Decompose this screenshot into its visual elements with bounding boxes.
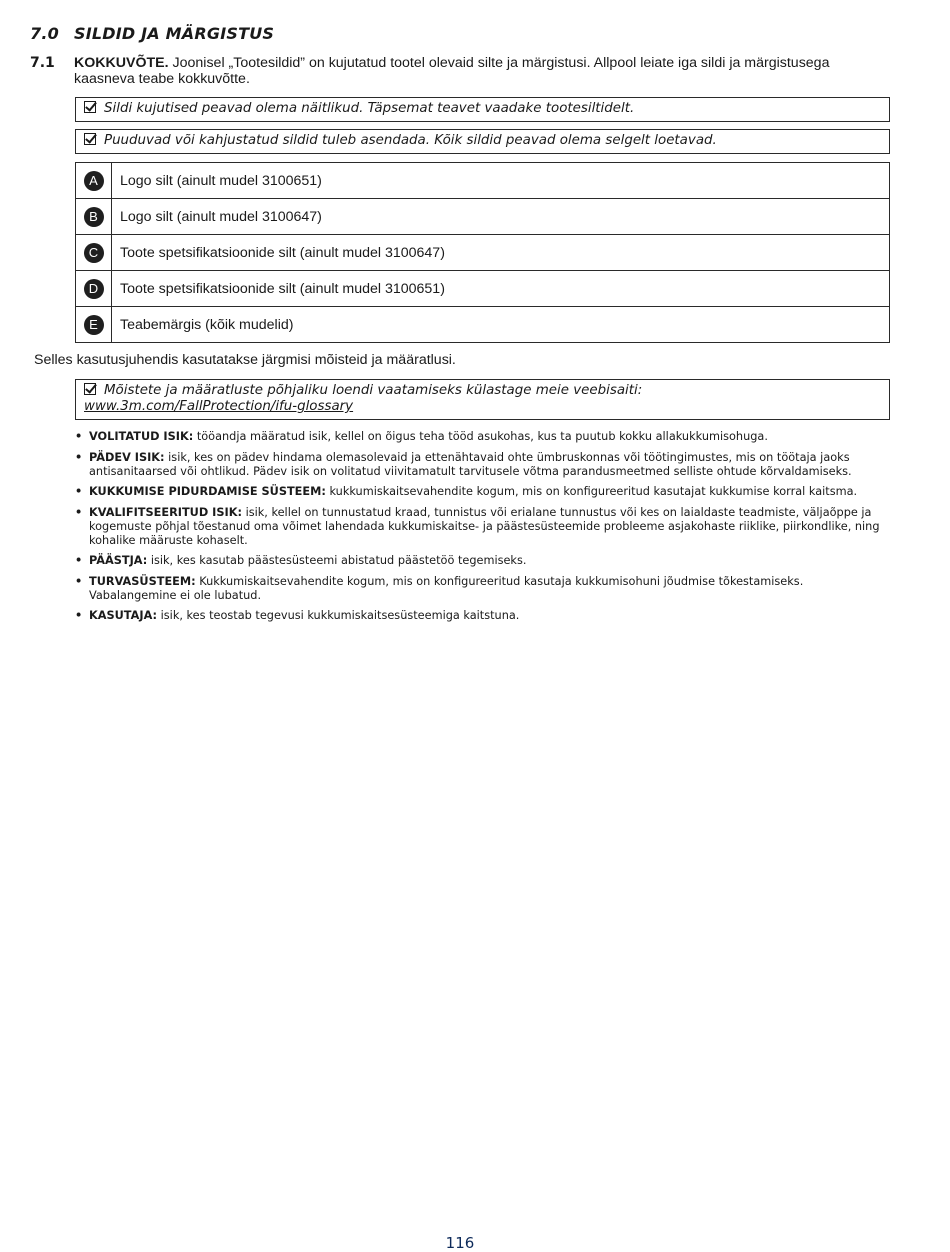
label-letter-cell bbox=[76, 271, 112, 307]
table-row bbox=[76, 307, 890, 343]
label-letter-badge: B bbox=[84, 207, 104, 227]
label-letter-badge: E bbox=[84, 315, 104, 335]
subsection-number: 7.1 bbox=[30, 55, 55, 71]
glossary-link[interactable]: www.3m.com/FallProtection/ifu-glossary bbox=[84, 399, 354, 414]
labels-table bbox=[75, 162, 890, 343]
label-letter-cell bbox=[76, 199, 112, 235]
list-item bbox=[75, 451, 890, 479]
table-row bbox=[76, 271, 890, 307]
checkbox-icon bbox=[84, 133, 96, 145]
list-item bbox=[75, 554, 890, 568]
definition-text: isik, kes kasutab päästesüsteemi abistatud päästetöö tegemiseks. bbox=[150, 554, 527, 567]
definition-term: TURVASÜSTEEM: bbox=[89, 574, 196, 588]
label-description: Teabemärgis (kõik mudelid) bbox=[112, 307, 890, 343]
label-letter-cell bbox=[76, 307, 112, 343]
note-box-illustrative bbox=[75, 97, 890, 122]
note-box-glossary bbox=[75, 379, 890, 420]
definition-text: kukkumiskaitsevahendite kogum, mis on konfigureeritud kasutajat kukkumise korral kaitsma. bbox=[329, 485, 858, 498]
definition-text: Kukkumiskaitsevahendite kogum, mis on konfigureeritud kasutaja kukkumisohuni jõudmise tõkestamiseks. Vabalangemine ei ole lubatud. bbox=[89, 574, 804, 602]
definition-term: VOLITATUD ISIK: bbox=[89, 430, 194, 443]
note-text: Sildi kujutised peavad olema näitlikud. Täpsemat teavet vaadake tootesiltidelt. bbox=[104, 101, 635, 116]
definition-text: isik, kes teostab tegevusi kukkumiskaitsesüsteemiga kaitstuna. bbox=[160, 609, 520, 622]
table-row bbox=[76, 235, 890, 271]
label-description: Logo silt (ainult mudel 3100651) bbox=[112, 163, 890, 199]
label-description: Toote spetsifikatsioonide silt (ainult mudel 3100651) bbox=[112, 271, 890, 307]
definition-text: isik, kes on pädev hindama olemasolevaid ja ettenähtavaid ohte ümbruskonnas või töötingimustes, mis on töötaja jaoks antisanitaarsed või ohtlikud. Pädev isik on volitatud viivitamatult tarvitusele võtma parandusmeetmed selliste ohtude kõrvaldamiseks. bbox=[89, 450, 852, 478]
subsection-text-block bbox=[74, 55, 890, 87]
definition-term: KASUTAJA: bbox=[89, 609, 158, 622]
list-item bbox=[75, 485, 890, 499]
list-item bbox=[75, 506, 890, 548]
list-item bbox=[75, 609, 890, 623]
definition-text: isik, kellel on tunnustatud kraad, tunnistus või erialane tunnustus või kes on laialdaste teadmiste, väljaõppe ja kogemuste põhjal tõestanud oma võimet lahendada kukkumiskaitse- ja päästesüsteemide probleeme asjakohaste riiklike, piirkondlike, ning kohalike määruste kohaselt. bbox=[89, 505, 880, 547]
definition-term: KUKKUMISE PIDURDAMISE SÜSTEEM: bbox=[89, 485, 326, 498]
definition-term: PÄDEV ISIK: bbox=[89, 450, 165, 464]
note-text: Mõistete ja määratluste põhjaliku loendi vaatamiseks külastage meie veebisaiti: bbox=[104, 383, 643, 398]
definition-term: KVALIFITSEERITUD ISIK: bbox=[89, 505, 242, 519]
note-text: Puuduvad või kahjustatud sildid tuleb asendada. Kõik sildid peavad olema selgelt loetavad. bbox=[104, 133, 717, 148]
definition-term: PÄÄSTJA: bbox=[89, 554, 148, 567]
list-item bbox=[75, 430, 890, 444]
label-letter-cell bbox=[76, 163, 112, 199]
label-letter-badge: D bbox=[84, 279, 104, 299]
definitions-list bbox=[75, 430, 890, 630]
label-letter-cell bbox=[76, 235, 112, 271]
table-row bbox=[76, 163, 890, 199]
subsection-summary bbox=[30, 55, 890, 87]
definitions-intro: Selles kasutusjuhendis kasutatakse järgmisi mõisteid ja määratlusi. bbox=[34, 352, 456, 368]
checkbox-icon bbox=[84, 101, 96, 113]
label-description: Toote spetsifikatsioonide silt (ainult mudel 3100647) bbox=[112, 235, 890, 271]
checkbox-icon bbox=[84, 383, 96, 395]
label-description: Logo silt (ainult mudel 3100647) bbox=[112, 199, 890, 235]
list-item bbox=[75, 575, 890, 603]
label-letter-badge: C bbox=[84, 243, 104, 263]
section-title: SILDID JA MÄRGISTUS bbox=[74, 24, 275, 43]
table-row bbox=[76, 199, 890, 235]
subsection-lead: KOKKUVÕTE. bbox=[74, 55, 169, 71]
label-letter-badge: A bbox=[84, 171, 104, 191]
subsection-body: Joonisel „Tootesildid” on kujutatud tootel olevaid silte ja märgistusi. Allpool leiate iga sildi ja märgistusega kaasneva teabe kokkuvõtte. bbox=[74, 55, 830, 87]
section-number: 7.0 bbox=[30, 24, 59, 43]
definition-text: tööandja määratud isik, kellel on õigus teha tööd asukohas, kus ta puutub kokku allakukkumisohuga. bbox=[196, 430, 768, 443]
page-number: 116 bbox=[445, 1234, 475, 1252]
note-box-replace-labels bbox=[75, 129, 890, 154]
section-heading bbox=[30, 24, 274, 43]
